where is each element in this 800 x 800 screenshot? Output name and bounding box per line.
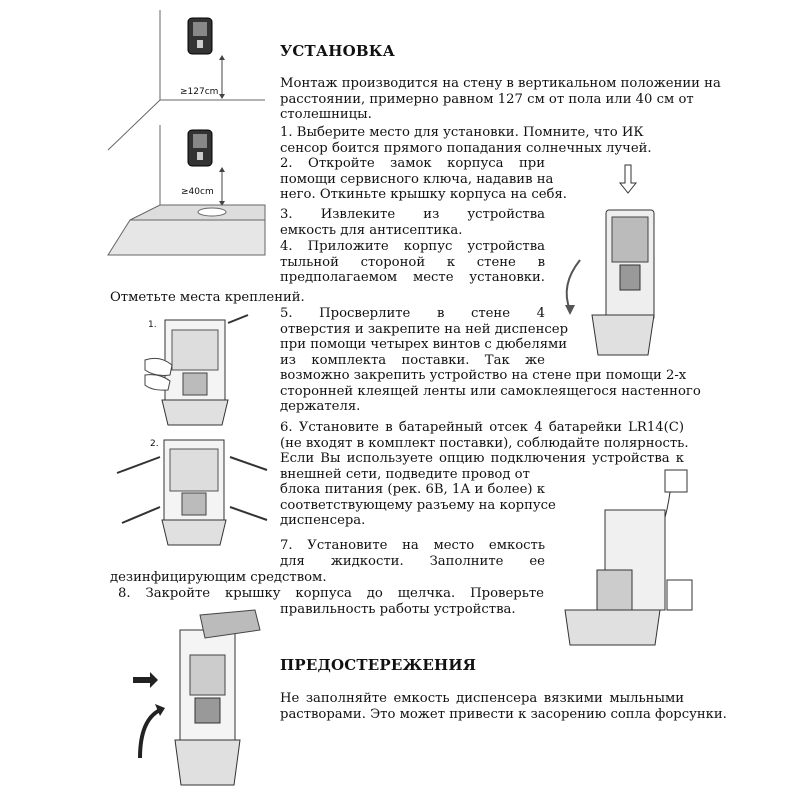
step-3: 3. Извлеките из устройства емкость для антисептика.	[280, 207, 545, 238]
mounting-height-diagram	[100, 10, 265, 265]
installation-heading: УСТАНОВКА	[280, 42, 396, 60]
step-5-tail: возможно закрепить устройство на стене при помощи 2-х сторонней клеящей ленты или самоклеящегося настенного держателя.	[280, 368, 701, 414]
height-floor-label: ≥127cm	[180, 87, 219, 97]
step-2: 2. Откройте замок корпуса при помощи сервисного ключа, надавив на него. Откиньте крышку корпуса на себя.	[280, 156, 567, 202]
warnings-heading: ПРЕДОСТЕРЕЖЕНИЯ	[280, 656, 477, 674]
marking-holes-illustration	[140, 315, 265, 430]
step-5: 5. Просверлите в стене 4 отверстия и закрепите на ней диспенсер при помощи четырех винтов с дюбелями из комплекта поставки. Так же	[280, 306, 569, 368]
step-4: 4. Приложите корпус устройства тыльной стороной к стене в предполагаемом месте установки.	[280, 239, 545, 285]
height-counter-label: ≥40cm	[181, 187, 214, 197]
intro-paragraph: Монтаж производится на стену в вертикальном положении на расстоянии, примерно равном 127 см от пола или 40 см от столешницы.	[280, 76, 721, 122]
step-1: 1. Выберите место для установки. Помните, что ИК сенсор боится прямого попадания солнечных лучей.	[280, 125, 652, 156]
open-lock-illustration	[560, 165, 675, 365]
mount-step1-label: 1.	[148, 320, 157, 330]
step-6: 6. Установите в батарейный отсек 4 батарейки LR14(C) (не входят в комплект поставки), соблюдайте полярность. Если Вы используете опцию подключения устройства к внешней сети, подведите провод от	[280, 420, 689, 482]
screw-mounting-illustration	[112, 435, 272, 550]
battery-installation-illustration	[555, 470, 705, 655]
step-8-tail: правильность работы устройства.	[280, 602, 516, 617]
step-8: 8. Закройте крышку корпуса до щелчка. Проверьте	[118, 586, 544, 601]
refill-illustration	[130, 610, 265, 790]
warnings-paragraph: Не заполняйте емкость диспенсера вязкими мыльными растворами. Это может привести к засорению сопла форсунки.	[280, 691, 727, 722]
mount-step2-label: 2.	[150, 439, 159, 449]
step-7: 7. Установите на место емкость для жидкости. Заполните ее	[280, 538, 545, 569]
step-7-tail: дезинфицирующим средством.	[110, 570, 327, 585]
step-4-tail: Отметьте места креплений.	[110, 290, 305, 305]
step-6-tail: блока питания (рек. 6В, 1А и более) к соответствующему разъему на корпусе диспенсера.	[280, 482, 556, 528]
